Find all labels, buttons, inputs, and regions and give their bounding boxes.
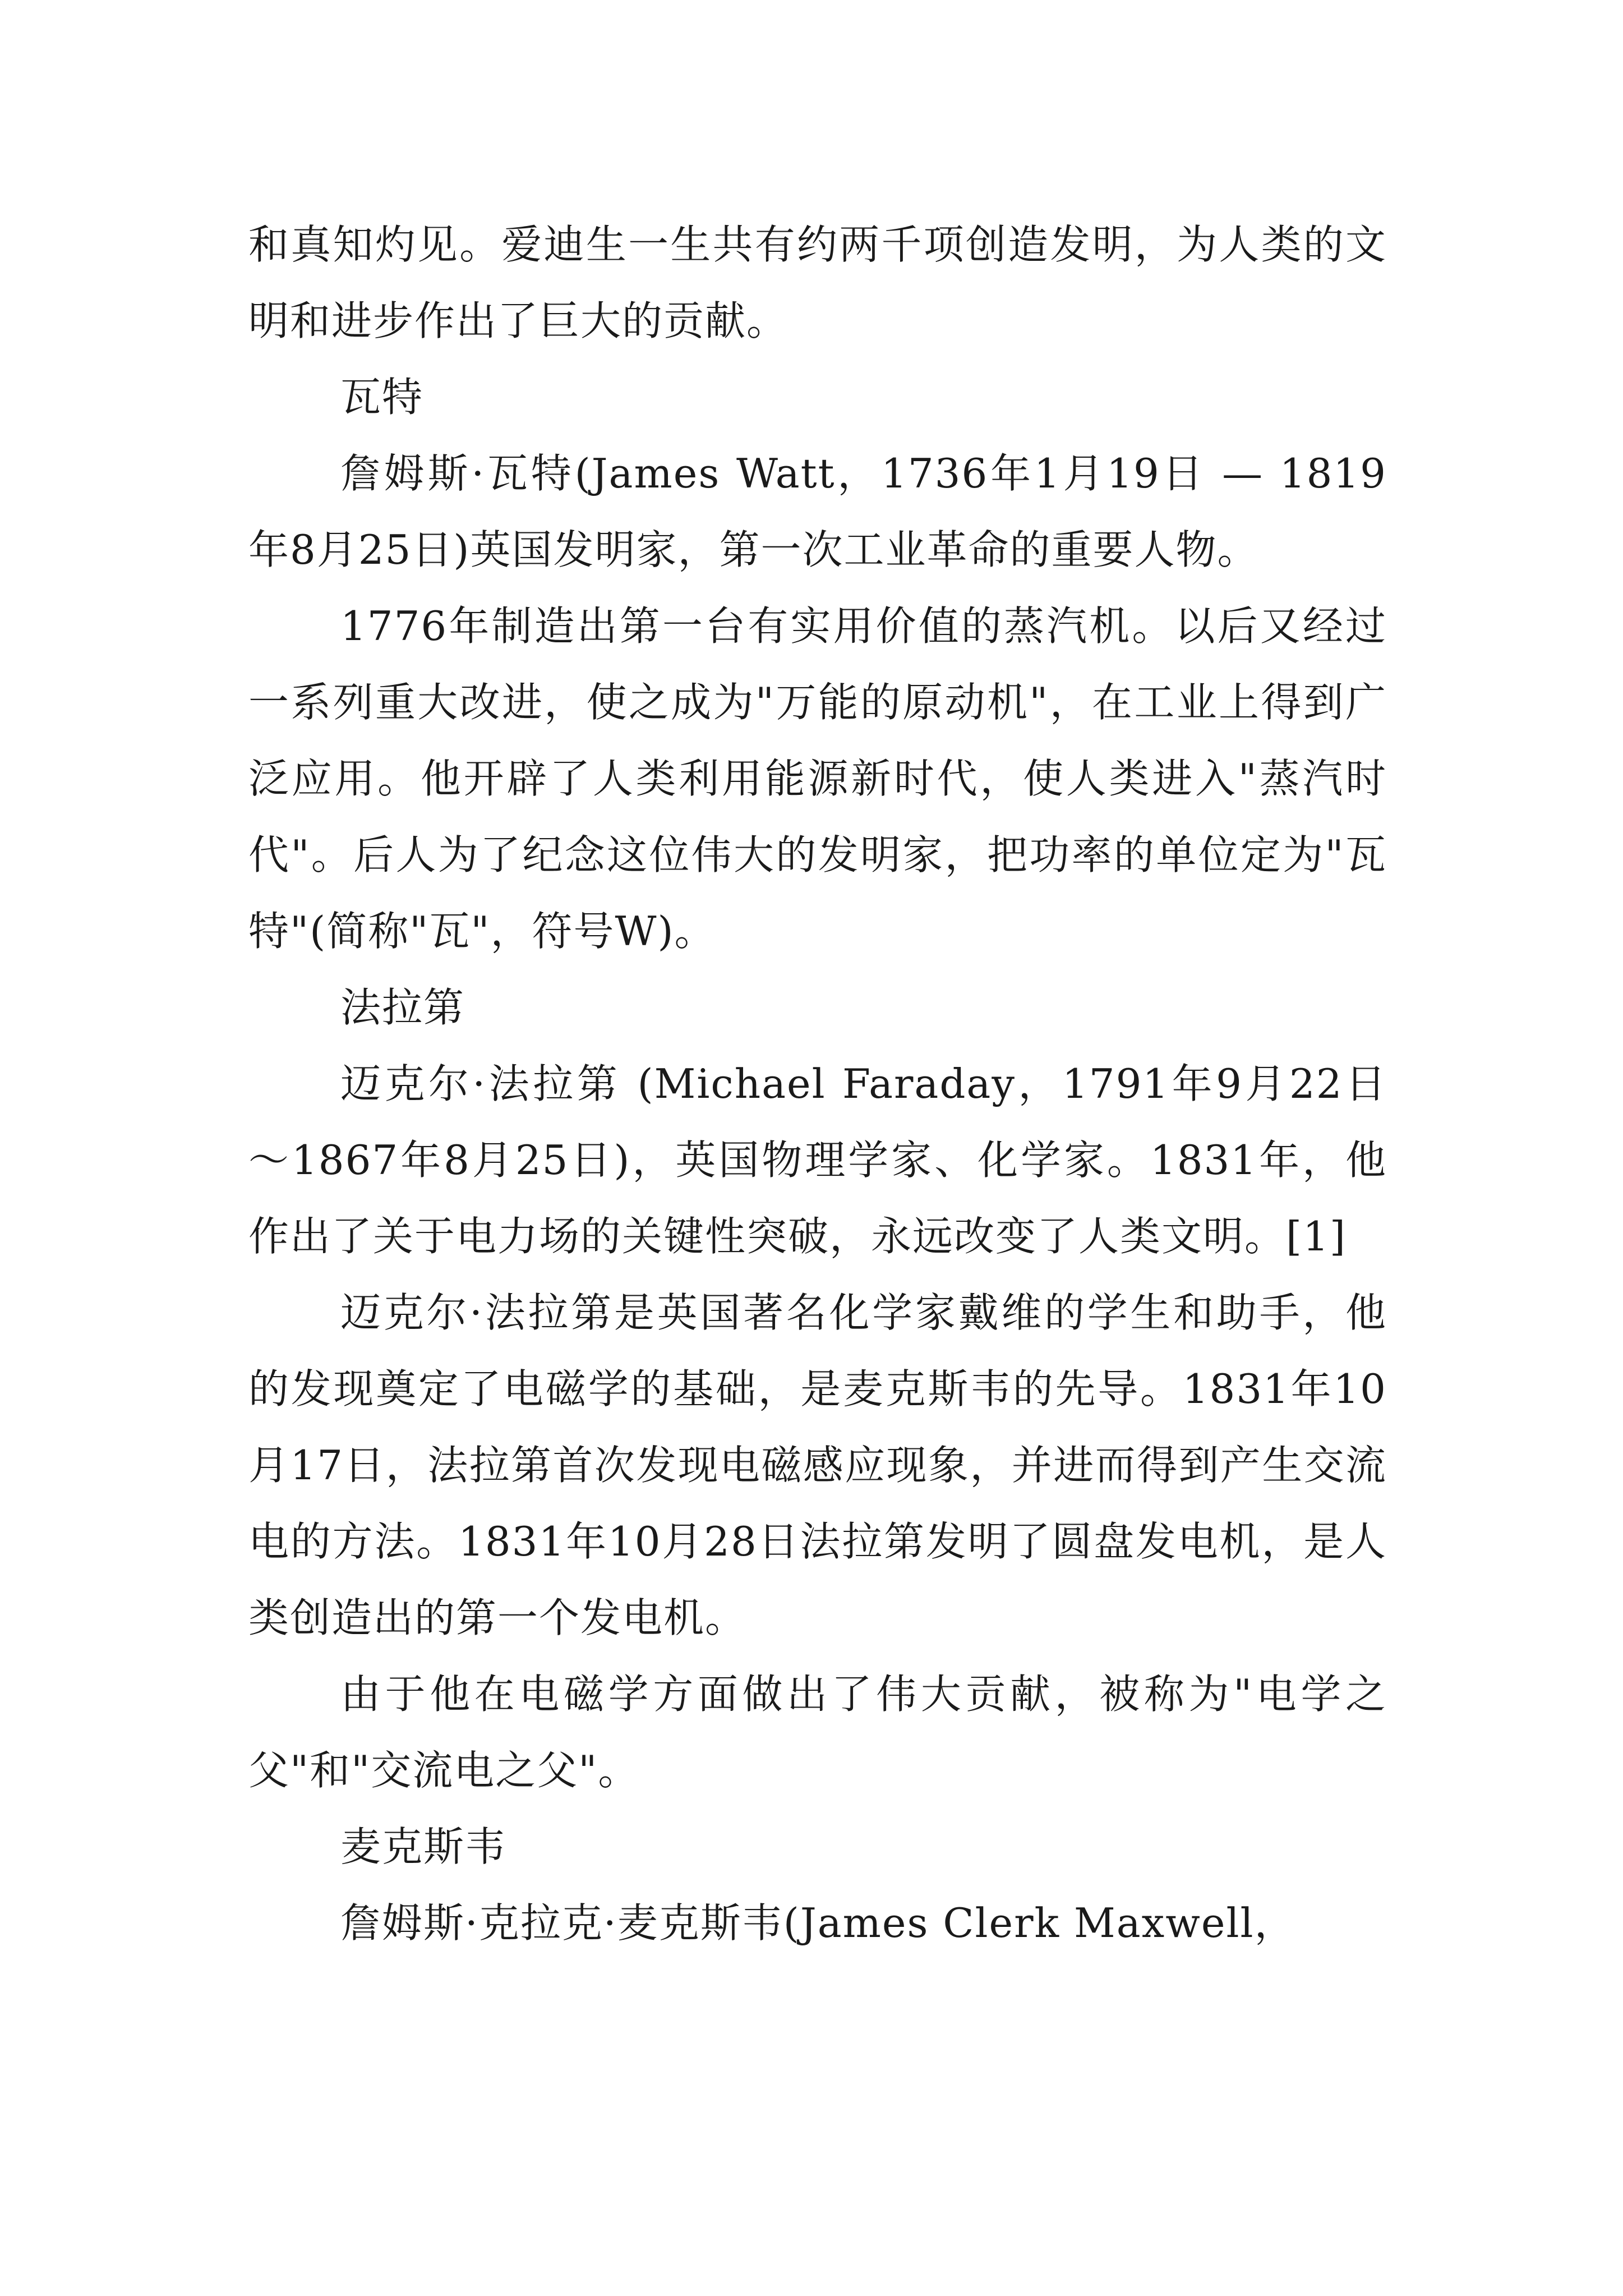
paragraph-maxwell-bio: 詹姆斯·克拉克·麦克斯韦(James Clerk Maxwell， <box>340 1899 1296 1947</box>
heading-watt: 瓦特 <box>340 374 424 421</box>
document-body <box>248 206 1387 1961</box>
paragraph-faraday-bio: 迈克尔·法拉第 (Michael Faraday，1791年9月22日～1867年8月25日)，英国物理学家、化学家。1831年，他作出了关于电力场的关键性突破，永远改变了人类文明。[1] <box>248 1060 1387 1260</box>
paragraph-watt-steam-engine: 1776年制造出第一台有实用价值的蒸汽机。以后又经过一系列重大改进，使之成为"万能的原动机"，在工业上得到广泛应用。他开辟了人类利用能源新时代，使人类进入"蒸汽时代"。后人为了纪念这位伟大的发明家，把功率的单位定为"瓦特"(简称"瓦"，符号W)。 <box>248 602 1387 955</box>
heading-faraday: 法拉第 <box>340 984 465 1031</box>
paragraph-faraday-discovery: 迈克尔·法拉第是英国著名化学家戴维的学生和助手，他的发现奠定了电磁学的基础，是麦克斯韦的先导。1831年10月17日，法拉第首次发现电磁感应现象，并进而得到产生交流电的方法。1831年10月28日法拉第发明了圆盘发电机，是人类创造出的第一个发电机。 <box>248 1289 1387 1641</box>
paragraph-faraday-legacy: 由于他在电磁学方面做出了伟大贡献，被称为"电学之父"和"交流电之父"。 <box>248 1671 1387 1794</box>
paragraph-edison-conclusion: 和真知灼见。爱迪生一生共有约两千项创造发明，为人类的文明和进步作出了巨大的贡献。 <box>248 221 1387 344</box>
paragraph-watt-bio: 詹姆斯·瓦特(James Watt，1736年1月19日 — 1819年8月25日)英国发明家，第一次工业革命的重要人物。 <box>248 450 1387 573</box>
heading-maxwell: 麦克斯韦 <box>340 1823 507 1870</box>
